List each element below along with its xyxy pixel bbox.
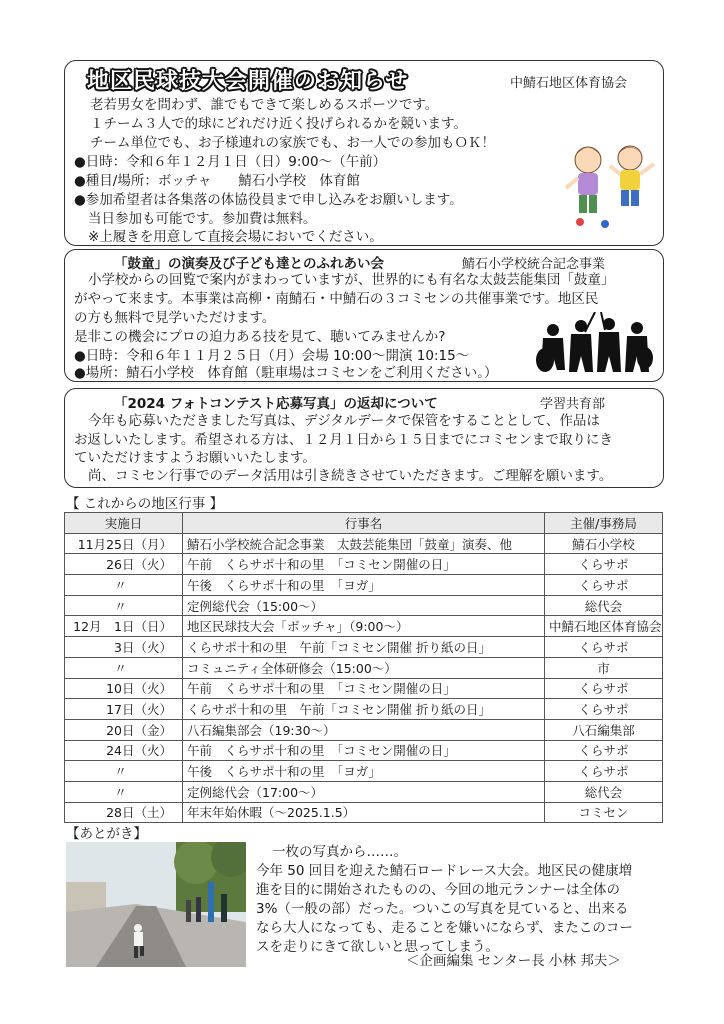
notice2-line: の方も無料で見学いただけます。 xyxy=(74,310,276,326)
header-host: 主催/事務局 xyxy=(545,513,663,534)
table-row xyxy=(65,575,663,596)
event-host-cell: くらサポ xyxy=(545,678,663,699)
event-date-cell: 12月 1日（日） xyxy=(65,616,183,637)
event-date-cell: 20日（金） xyxy=(65,719,183,740)
event-name-cell: くらサポ十和の里 午前「コミセン開催 折り紙の日」 xyxy=(183,637,545,658)
event-date-cell: 〃 xyxy=(65,761,183,782)
children-playing-illustration xyxy=(560,138,665,230)
event-name-cell: 鯖石小学校統合記念事業 太鼓芸能集団「鼓童」演奏、他 xyxy=(183,533,545,554)
notice1-line: ●参加希望者は各集落の体協役員まで申し込みをお願いします。 xyxy=(74,192,463,208)
afterword-line: スを走りにきて欲しいと思ってしまう。 xyxy=(256,939,499,955)
event-host-cell: くらサポ xyxy=(545,575,663,596)
event-host-cell: 中鯖石地区体育協会 xyxy=(545,616,663,637)
afterword-line: 一枚の写真から……。 xyxy=(272,844,407,860)
afterword-label: 【あとがき】 xyxy=(66,826,147,842)
header-event: 行事名 xyxy=(183,513,545,534)
notice3-line: 今年も応募いただきました写真は、デジタルデータで保管をすることとして、作品は xyxy=(88,413,600,429)
table-row xyxy=(65,616,663,637)
event-name-cell: コミュニティ全体研修会（15:00〜） xyxy=(183,657,545,678)
notice2-line: がやって来ます。本事業は高柳・南鯖石・中鯖石の３コミセンの共催事業です。地区民 xyxy=(74,291,599,307)
table-row xyxy=(65,781,663,802)
event-name-cell: 八石編集部会（19:30〜） xyxy=(183,719,545,740)
notice-kodo-org: 鯖石小学校統合記念事業 xyxy=(462,257,606,272)
event-name-cell: 地区民球技大会「ボッチャ」（9:00〜） xyxy=(183,616,545,637)
table-row xyxy=(65,719,663,740)
event-date-cell: 11月25日（月） xyxy=(65,533,183,554)
event-name-cell: 午後 くらサポ十和の里 「ヨガ」 xyxy=(183,575,545,596)
table-row xyxy=(65,802,663,823)
event-host-cell: 市 xyxy=(545,657,663,678)
taiko-drummers-silhouette xyxy=(535,312,653,378)
event-host-cell: くらサポ xyxy=(545,699,663,720)
table-row xyxy=(65,595,663,616)
event-date-cell: 26日（火） xyxy=(65,554,183,575)
event-date-cell: 〃 xyxy=(65,595,183,616)
notice2-line: 小学校からの回覧で案内がまわっていますが、世界的にも有名な太鼓芸能集団「鼓童」 xyxy=(88,272,615,288)
notice2-line: ●日時：令和６年１１月２５日（月）会場 10:00〜開演 10:15〜 xyxy=(74,348,470,364)
event-host-cell: くらサポ xyxy=(545,740,663,761)
afterword-signature: ＜企画編集 センター長 小林 邦夫＞ xyxy=(406,953,621,969)
notice-ball-tournament-title: 地区民球技大会開催のお知らせ xyxy=(87,69,409,94)
event-host-cell: くらサポ xyxy=(545,761,663,782)
event-host-cell: くらサポ xyxy=(545,637,663,658)
notice1-line: ●種目/場所：ボッチャ 鯖石小学校 体育館 xyxy=(74,173,360,189)
events-section-label: 【 これからの地区行事 】 xyxy=(66,496,224,512)
notice-photo-contest-title: 「2024 フォトコンテスト応募写真」の返却について xyxy=(114,396,438,412)
event-date-cell: 17日（火） xyxy=(65,699,183,720)
notice2-line: ●場所：鯖石小学校 体育館（駐車場はコミセンをご利用ください。） xyxy=(74,365,498,381)
notice1-line: ※上履きを用意して直接会場においでください。 xyxy=(88,229,383,245)
event-name-cell: 午前 くらサポ十和の里 「コミセン開催の日」 xyxy=(183,740,545,761)
event-name-cell: 午前 くらサポ十和の里 「コミセン開催の日」 xyxy=(183,678,545,699)
event-name-cell: 午前 くらサポ十和の里 「コミセン開催の日」 xyxy=(183,554,545,575)
event-date-cell: 3日（火） xyxy=(65,637,183,658)
table-row xyxy=(65,678,663,699)
table-row xyxy=(65,740,663,761)
table-row xyxy=(65,761,663,782)
event-name-cell: 定例総代会（17:00〜） xyxy=(183,781,545,802)
notice-ball-tournament-org: 中鯖石地区体育協会 xyxy=(510,76,628,91)
notice3-line: 尚、コミセン行事でのデータ活用は引き続きさせていただきます。ご理解を願います。 xyxy=(88,468,613,484)
event-host-cell: 鯖石小学校 xyxy=(545,533,663,554)
event-date-cell: 〃 xyxy=(65,575,183,596)
table-row xyxy=(65,533,663,554)
header-date: 実施日 xyxy=(65,513,183,534)
event-name-cell: 年末年始休暇（〜2025.1.5） xyxy=(183,802,545,823)
notice1-line: チーム単位でも、お子様連れの家族でも、お一人での参加もＯＫ！ xyxy=(90,135,495,151)
event-host-cell: コミセン xyxy=(545,802,663,823)
table-row xyxy=(65,657,663,678)
notice1-line: １チーム３人で的球にどれだけ近く投げられるかを競います。 xyxy=(90,116,467,132)
notice-kodo-title: 「鼓童」の演奏及び子ども達とのふれあい会 xyxy=(114,256,384,272)
event-date-cell: 10日（火） xyxy=(65,678,183,699)
notice3-line: お返しいたします。希望される方は、１２月１日から１５日までにコミセンまで取りにき xyxy=(74,432,613,448)
afterword-line: 今年 50 回目を迎えた鯖石ロードレース大会。地区民の健康増 xyxy=(256,863,633,879)
event-date-cell: 〃 xyxy=(65,781,183,802)
events-table-header-row xyxy=(65,513,663,534)
notice3-line: ていただけますようお願いいたします。 xyxy=(74,450,316,466)
afterword-line: 3%（一般の部）だった。ついこの写真を見ていると、出来る xyxy=(256,901,629,917)
event-name-cell: 定例総代会（15:00〜） xyxy=(183,595,545,616)
afterword-line: 進を目的に開始されたものの、今回の地元ランナーは全体の xyxy=(256,882,620,898)
table-row xyxy=(65,637,663,658)
afterword-line: なら大人になっても、走ることを嫌いにならず、またこのコー xyxy=(256,920,633,936)
table-row xyxy=(65,699,663,720)
notice1-line: 当日参加も可能です。参加費は無料。 xyxy=(88,211,317,227)
event-host-cell: 八石編集部 xyxy=(545,719,663,740)
table-row xyxy=(65,554,663,575)
notice-photo-contest-org: 学習共育部 xyxy=(540,397,606,412)
event-name-cell: 午後 くらサポ十和の里 「ヨガ」 xyxy=(183,761,545,782)
event-host-cell: 総代会 xyxy=(545,595,663,616)
event-date-cell: 〃 xyxy=(65,657,183,678)
notice1-line: 老若男女を問わず、誰でもできて楽しめるスポーツです。 xyxy=(90,97,439,113)
event-host-cell: 総代会 xyxy=(545,781,663,802)
event-host-cell: くらサポ xyxy=(545,554,663,575)
notice2-line: 是非この機会にプロの迫力ある技を見て、聴いてみませんか? xyxy=(74,329,446,345)
events-table xyxy=(64,512,663,823)
notice1-line: ●日時：令和６年１２月１日（日）9:00〜（午前） xyxy=(74,154,387,170)
event-date-cell: 24日（火） xyxy=(65,740,183,761)
event-name-cell: くらサポ十和の里 午前「コミセン開催 折り紙の日」 xyxy=(183,699,545,720)
road-race-photo xyxy=(66,842,246,967)
event-date-cell: 28日（土） xyxy=(65,802,183,823)
